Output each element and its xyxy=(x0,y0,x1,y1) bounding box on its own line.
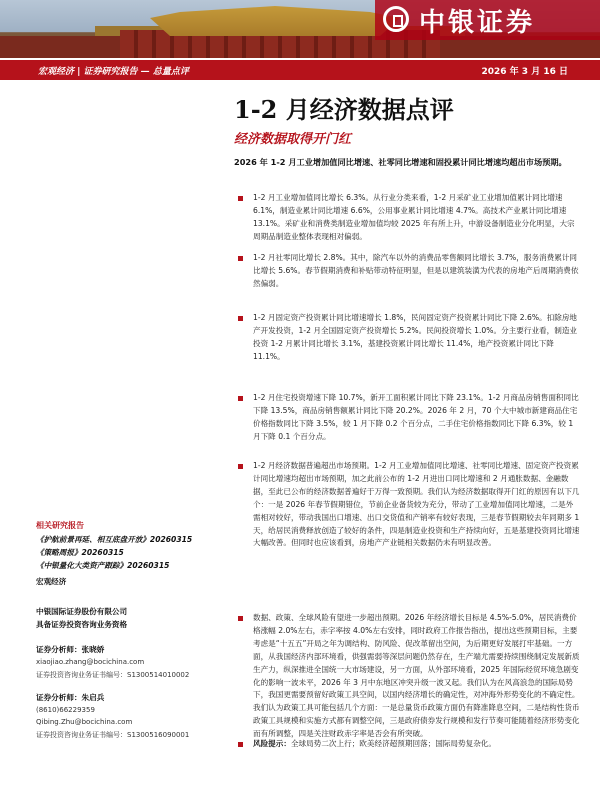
industry-label: 宏观经济 xyxy=(36,577,67,586)
analyst-label: 证券分析师：张晓娇 xyxy=(36,645,105,654)
report-title: 1-2 月经济数据点评 xyxy=(234,95,454,124)
related-report-link[interactable]: 《护航前景再延、相互底盘开放》20260315 xyxy=(36,535,193,544)
bullet-item: 数据、政策、全球风险有望进一步超出预期。2026 年经济增长目标是 4.5%-5.0%，居民消费价格涨幅 2.0%左右，赤字率按 4.0%左右安排，同时政府工作报告指出，提出这些预期目标，主要考虑是“十五五”开局之年为调结构、防风险、促改革留出空间，为后期更好发展打牢基础。一方面，从我国经济内部环境看，供强需弱等深层问题仍然存在，生产端尤需要持续围绕制定发展新质生产力，纵深推进全国统一大市场建设，另一方面，从外部环境看，2025 年国际经贸环境急剧变化的影响一波未平，2026 年 3 月中东地区冲突升级一波又起。我们认为在风高浪急的国际局势下，我国更需要预留好政策工具空间，以国内经济增长的确定性，对冲海外形势变化的不确定性。我们认为政策工具可能包括几个方面：一是总量货币政策方面仍有降准降息空间，二是结构性货币政策工具规模和实施方式都有调整空间，三是政府债券发行规模和发行节奏可能随着经济形势变化而有所调整，四是关注财政赤字率是否会有所突破。 xyxy=(236,612,580,741)
bullet-item: 1-2 月经济数据普遍超出市场预期。1-2 月工业增加值同比增速、社零同比增速、固定资产投资累计同比增速均超出市场预期，加之此前公布的 1-2 月进出口同比增速和 2 月通胀数据、金融数据，至此已公布的经济数据普遍好于万得一致预期。我们认为经济数据取得开门红的原因有以下几个：一是 2026 年春节假期错位，节前企业备货较为充分，带动了工业增加值同比增速，二是外需相对较好，带动我国出口增速、出口交货值和产销率有较好表现，三是春节假期较去年同期多 1 天，给居民消费释放创造了较好的条件，四是制造业投资和生产持续向好，五是基建投资同比增速大幅改善。但同时也应该看到，房地产产业链相关数据仍未有明显改善。 xyxy=(236,460,580,550)
analyst-cert: 证券投资咨询业务证书编号：S1300516090001 xyxy=(36,731,190,739)
related-report-link[interactable]: 《策略周报》20260315 xyxy=(36,548,124,557)
report-summary: 2026 年 1-2 月工业增加值同比增速、社零同比增速和固投累计同比增速均超出市场预期。 xyxy=(234,157,567,167)
risk-text: 全球局势二次上行；欧美经济超预期回落；国际局势复杂化。 xyxy=(290,739,496,748)
bullet-item: 1-2 月住宅投资增速下降 10.7%，新开工面积累计同比下降 23.1%。1-2 月商品房销售面积同比下降 13.5%，商品房销售额累计同比下降 20.2%。2026 年 2 月，70 个大中城市新建商品住宅价格指数同比下降 3.5%，较 1 月下降 0.2 个百分点，二手住宅价格指数同比下降 6.3%，较 1 月下降 0.1 个百分点。 xyxy=(236,392,580,444)
report-date: 2026 年 3 月 16 日 xyxy=(481,67,568,77)
bullet-item: 1-2 月工业增加值同比增长 6.3%。从行业分类来看，1-2 月采矿业工业增加值累计同比增速 6.1%，制造业累计同比增速 6.6%，公用事业累计同比增速 4.7%。高技术产业累计同比增速 13.1%。采矿业和消费类制造业增加值均较 2025 年有所上升，中游设备制造业分化明显，大宗周期品制造业整体表现相对偏弱。 xyxy=(236,192,580,244)
brand-logo xyxy=(375,0,600,40)
analyst-phone: (8610)66229359 xyxy=(36,706,95,714)
risk-bullet xyxy=(236,738,496,751)
palace-roof xyxy=(150,6,400,36)
related-report-link[interactable]: 《中银量化大类资产跟踪》20260315 xyxy=(36,561,170,570)
analyst-cert: 证券投资咨询业务证书编号：S1300514010002 xyxy=(36,671,190,679)
company-name: 中银国际证券股份有限公司 xyxy=(36,607,128,616)
bullet-item: 1-2 月社零同比增长 2.8%。其中，除汽车以外的消费品零售额同比增长 3.7%，服务消费累计同比增长 5.6%。春节假期消费和补贴带动特征明显，但是以建筑装潢为代表的房地产后周期消费依然偏弱。 xyxy=(236,252,580,291)
bank-logo-icon xyxy=(383,6,409,32)
analyst-email[interactable]: xiaojiao.zhang@bocichina.com xyxy=(36,658,145,666)
risk-label: 风险提示： xyxy=(253,739,291,748)
bullet-item: 1-2 月固定资产投资累计同比增速增长 1.8%，民间固定资产投资累计同比下降 2.6%。扣除房地产开发投资，1-2 月全国固定资产投资增长 5.2%。民间投资增长 1.0%。分主要行业看，制造业投资 1-2 月累计同比增长 3.1%，基建投资累计同比增长 11.4%，地产投资累计同比下降 11.1%。 xyxy=(236,312,580,364)
analyst-label: 证券分析师：朱启兵 xyxy=(36,693,105,702)
brand-name: 中银证券 xyxy=(419,8,536,38)
related-heading: 相关研究报告 xyxy=(36,521,84,530)
report-subtitle: 经济数据取得开门红 xyxy=(234,132,352,147)
analyst-email[interactable]: Qibing.Zhu@bocichina.com xyxy=(36,718,133,726)
palace-wall-left xyxy=(0,36,120,58)
report-category: 宏观经济 | 证券研究报告 — 总量点评 xyxy=(38,67,189,77)
company-qualification: 具备证券投资咨询业务资格 xyxy=(36,620,128,629)
header-banner xyxy=(0,0,600,58)
report-info-bar xyxy=(0,60,600,80)
